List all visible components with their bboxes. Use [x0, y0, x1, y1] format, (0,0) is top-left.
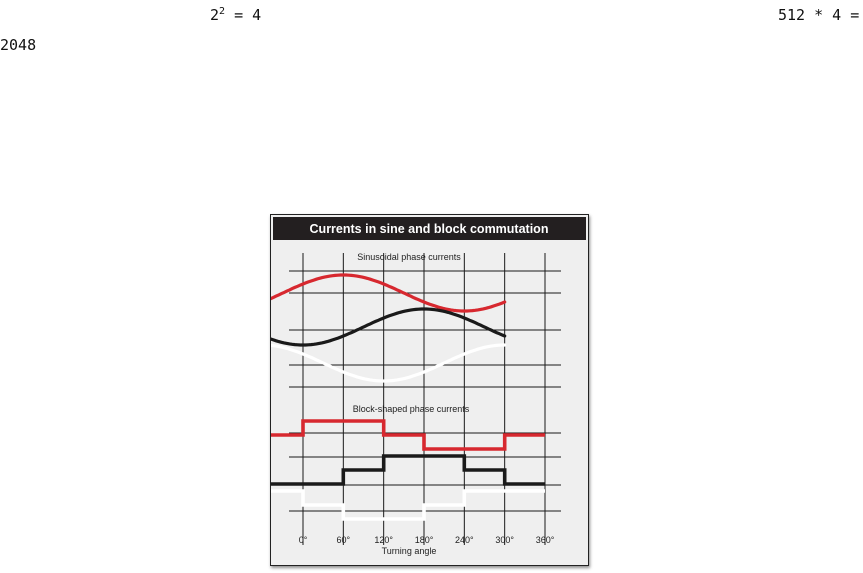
- equation-product: 512 * 4 =: [778, 6, 860, 24]
- block-section-label: Block-shaped phase currents: [352, 404, 470, 414]
- x-tick-label: 120°: [374, 535, 393, 545]
- eq1-rhs: = 4: [225, 6, 262, 24]
- x-tick-label: 360°: [535, 535, 555, 545]
- sine-section-label: Sinusoidal phase currents: [357, 252, 461, 262]
- x-tick-label: 60°: [336, 535, 351, 545]
- x-tick-label: 180°: [414, 535, 434, 545]
- x-tick-label: 240°: [455, 535, 474, 545]
- commutation-figure: [270, 214, 589, 566]
- equation-power: [210, 8, 261, 23]
- figure-background: [271, 215, 588, 565]
- x-tick-label: 300°: [495, 535, 514, 545]
- eq1-base: 2: [210, 6, 220, 24]
- x-tick-label: 0°: [298, 535, 308, 545]
- figure-title: Currents in sine and block commutation: [309, 222, 549, 236]
- eq1-exponent: 2: [219, 6, 226, 17]
- equation-result: 2048: [0, 36, 37, 54]
- commutation-diagram: [271, 215, 588, 565]
- x-axis-label: Turning angle: [381, 546, 437, 556]
